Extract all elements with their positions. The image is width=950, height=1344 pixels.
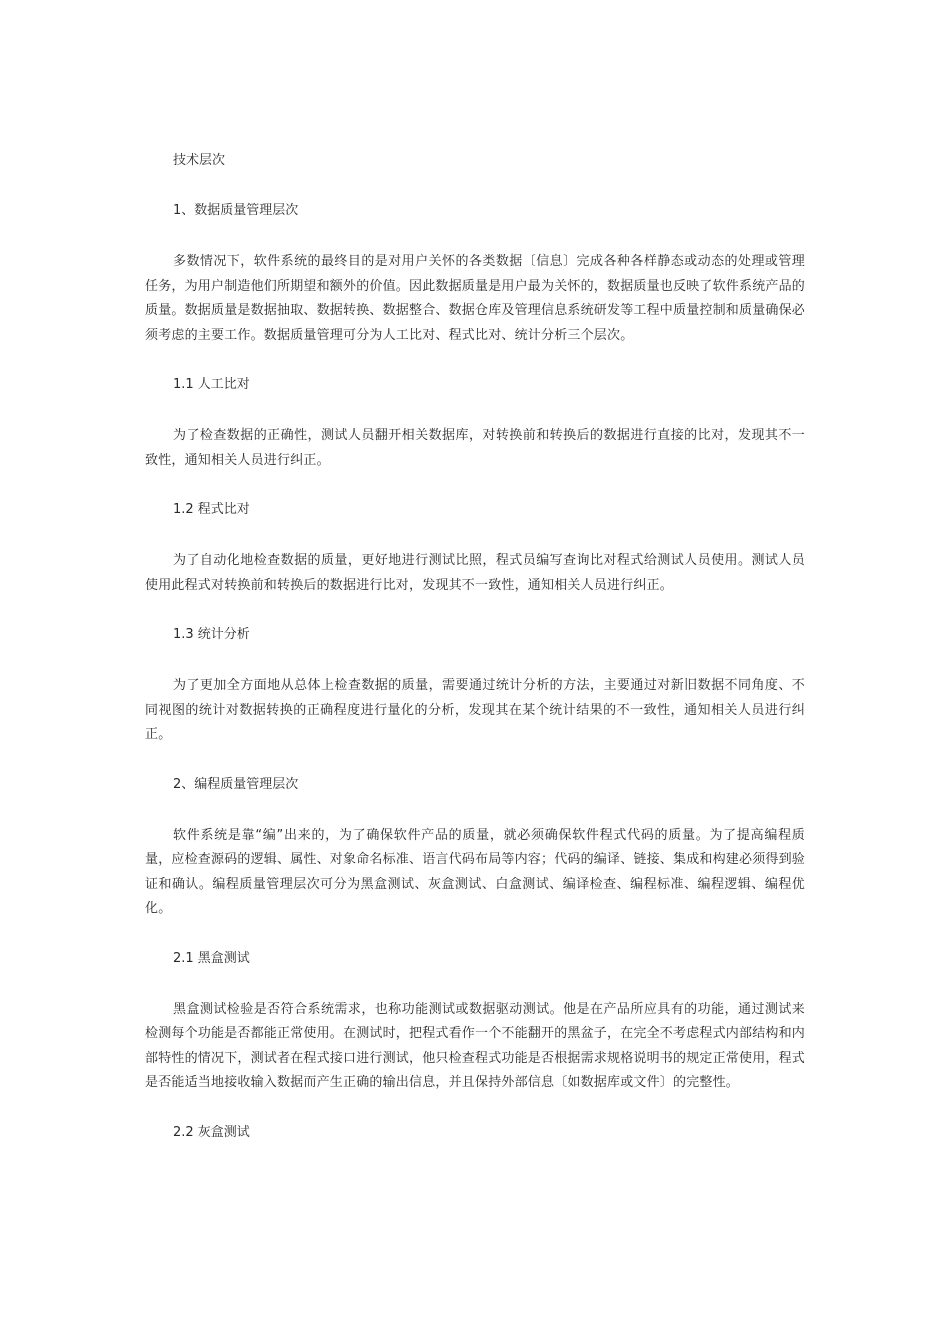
- subsection-heading-1-2: 1.2 程式比对: [173, 502, 250, 517]
- paragraph-black-box: 黑盒测试检验是否符合系统需求，也称功能测试或数据驱动测试。他是在产品所应具有的功能，通过测试来检测每个功能是否都能正常使用。在测试时，把程式看作一个不能翻开的黑盆子，在完全不考虑程式内部结构和内部特性的情况下，测试者在程式接口进行测试，他只检查程式功能是否根据需求规格说明书的规定正常使用，程式是否能适当地接收输入数据而产生正确的输出信息，并且保持外部信息〔如数据库或文件〕的完整性。: [145, 1001, 806, 1090]
- document-page: [145, 150, 805, 1144]
- subsection-heading-2-2: 2.2 灰盒测试: [173, 1124, 250, 1140]
- subsection-heading-2-1: 2.1 黑盒测试: [173, 950, 250, 966]
- subsection-heading-1-3: 1.3 统计分析: [173, 627, 250, 642]
- paragraph-programming-quality: 软件系统是靠“编”出来的，为了确保软件产品的质量，就必须确保软件程式代码的质量。为了提高编程质量，应检查源码的逻辑、属性、对象命名标准、语言代码布局等内容；代码的编译、链接、集成和构建必须得到验证和确认。编程质量管理层次可分为黑盒测试、灰盒测试、白盒测试、编译检查、编程标准、编程逻辑、编程优化。: [145, 827, 806, 916]
- paragraph-manual-compare: 为了检查数据的正确性，测试人员翻开相关数据库，对转换前和转换后的数据进行直接的比对，发现其不一致性，通知相关人员进行纠正。: [145, 428, 805, 468]
- section-heading-2: 2、编程质量管理层次: [173, 776, 299, 792]
- paragraph-program-compare: 为了自动化地检查数据的质量，更好地进行测试比照，程式员编写查询比对程式给测试人员使用。测试人员使用此程式对转换前和转换后的数据进行比对，发现其不一致性，通知相关人员进行纠正。: [145, 553, 805, 593]
- section-heading-1: 1、数据质量管理层次: [173, 203, 299, 218]
- subsection-heading-1-1: 1.1 人工比对: [173, 377, 250, 392]
- section-title: 技术层次: [173, 153, 226, 168]
- paragraph-data-quality: 多数情况下，软件系统的最终目的是对用户关怀的各类数据〔信息〕完成各种各样静态或动态的处理或管理任务，为用户制造他们所期望和额外的价值。因此数据质量是用户最为关怀的，数据质量也反映了软件系统产品的质量。数据质量是数据抽取、数据转换、数据整合、数据仓库及管理信息系统研发等工程中质量控制和质量确保必须考虑的主要工作。数据质量管理可分为人工比对、程式比对、统计分析三个层次。: [145, 254, 806, 343]
- paragraph-statistical-analysis: 为了更加全方面地从总体上检查数据的质量，需要通过统计分析的方法，主要通过对新旧数据不同角度、不同视图的统计对数据转换的正确程度进行量化的分析，发现其在某个统计结果的不一致性，通知相关人员进行纠正。: [145, 678, 805, 742]
